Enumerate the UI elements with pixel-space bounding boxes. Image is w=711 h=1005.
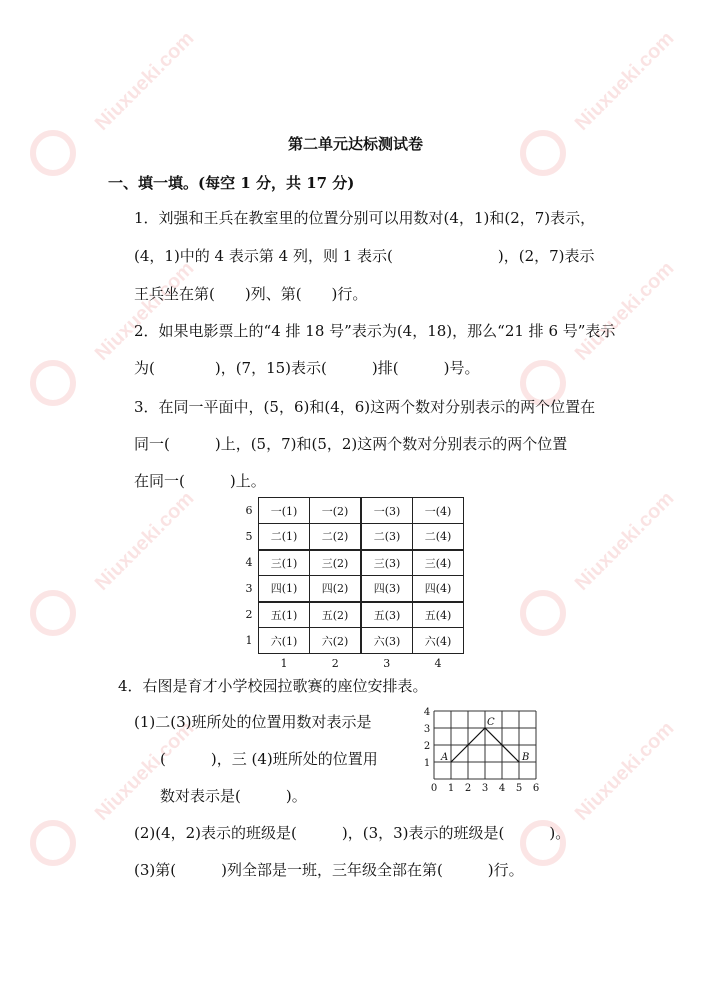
grid-point-label: C xyxy=(487,717,495,728)
question-4-part-1b: ( )，三 (4)班所处的位置用 xyxy=(160,750,378,768)
seat-cell: 一(3) xyxy=(361,498,413,524)
grid-x-label: 1 xyxy=(447,783,455,794)
question-3-line-1: 3．在同一平面中，(5，6)和(4，6)这两个数对分别表示的两个位置在 xyxy=(134,398,596,416)
grid-y-label: 3 xyxy=(423,724,431,735)
seat-cell: 六(1) xyxy=(259,628,310,654)
grid-y-label: 2 xyxy=(423,741,431,752)
seat-cell: 一(1) xyxy=(259,498,310,524)
grid-x-label: 6 xyxy=(532,783,540,794)
question-2-line-2: 为( )，(7，15)表示( )排( )号。 xyxy=(134,359,480,377)
grid-y-label: 4 xyxy=(423,707,431,718)
question-4-part-1a: (1)二(3)班所处的位置用数对表示是 xyxy=(134,713,372,731)
seat-cell: 二(4) xyxy=(413,524,464,550)
seat-cell: 四(3) xyxy=(361,576,413,602)
row-label: 1 xyxy=(245,634,253,647)
row-label: 6 xyxy=(245,504,253,517)
seat-cell: 三(3) xyxy=(361,550,413,576)
watermark-text: Niuxueki.com xyxy=(90,717,199,825)
seat-cell: 五(3) xyxy=(361,602,413,628)
seat-cell: 二(2) xyxy=(310,524,362,550)
watermark-text: Niuxueki.com xyxy=(570,717,679,825)
question-1-line-1: 1．刘强和王兵在教室里的位置分别可以用数对(4，1)和(2，7)表示， xyxy=(134,209,596,227)
watermark-text: Niuxueki.com xyxy=(90,257,199,365)
watermark-logo xyxy=(30,360,76,406)
seat-cell: 一(4) xyxy=(413,498,464,524)
seat-cell: 四(4) xyxy=(413,576,464,602)
grid-y-label: 1 xyxy=(423,758,431,769)
seat-cell: 五(4) xyxy=(413,602,464,628)
seat-cell: 四(1) xyxy=(259,576,310,602)
question-1-line-2: (4，1)中的 4 表示第 4 列，则 1 表示( )，(2，7)表示 xyxy=(134,247,595,265)
question-3-line-3: 在同一( )上。 xyxy=(134,472,266,490)
question-1-line-3: 王兵坐在第( )列、第( )行。 xyxy=(134,285,368,303)
column-label: 2 xyxy=(331,656,339,670)
seat-cell: 六(4) xyxy=(413,628,464,654)
watermark-logo xyxy=(520,590,566,636)
grid-point-label: B xyxy=(522,752,530,763)
watermark-text: Niuxueki.com xyxy=(90,27,199,135)
row-label: 5 xyxy=(245,530,253,543)
question-4-intro: 4．右图是育才小学校园拉歌赛的座位安排表。 xyxy=(118,677,428,695)
seat-cell: 五(1) xyxy=(259,602,310,628)
grid-x-label: 5 xyxy=(515,783,523,794)
question-4-part-2: (2)(4，2)表示的班级是( )，(3，3)表示的班级是( )。 xyxy=(134,824,571,842)
watermark-text: Niuxueki.com xyxy=(570,27,679,135)
grid-x-label: 2 xyxy=(464,783,472,794)
grid-x-label: 3 xyxy=(481,783,489,794)
watermark-text: Niuxueki.com xyxy=(90,487,199,595)
seat-cell: 六(3) xyxy=(361,628,413,654)
seat-cell: 二(1) xyxy=(259,524,310,550)
seat-cell: 六(2) xyxy=(310,628,362,654)
seat-cell: 三(4) xyxy=(413,550,464,576)
seat-cell: 五(2) xyxy=(310,602,362,628)
seat-cell: 二(3) xyxy=(361,524,413,550)
seat-cell: 四(2) xyxy=(310,576,362,602)
page-title: 第二单元达标测试卷 xyxy=(287,135,423,153)
seat-cell: 三(1) xyxy=(259,550,310,576)
row-label: 3 xyxy=(245,582,253,595)
column-label: 1 xyxy=(280,656,288,670)
column-label: 3 xyxy=(383,656,391,670)
watermark-text: Niuxueki.com xyxy=(570,257,679,365)
row-label: 4 xyxy=(245,556,253,569)
seat-cell: 三(2) xyxy=(310,550,362,576)
question-4-part-3: (3)第( )列全部是一班，三年级全部在第( )行。 xyxy=(134,861,524,879)
grid-point-label: A xyxy=(441,752,449,763)
column-label: 4 xyxy=(434,656,442,670)
watermark-logo xyxy=(30,820,76,866)
seat-arrangement-table xyxy=(240,497,464,672)
watermark-logo xyxy=(30,590,76,636)
question-2-line-1: 2．如果电影票上的“4 排 18 号”表示为(4，18)，那么“21 排 6 号”表示 xyxy=(134,322,616,340)
question-4-part-1c: 数对表示是( )。 xyxy=(160,787,307,805)
grid-x-label: 0 xyxy=(430,783,438,794)
seat-cell: 一(2) xyxy=(310,498,362,524)
row-label: 2 xyxy=(245,608,253,621)
coordinate-grid xyxy=(420,705,550,797)
section-heading: 一、填一填。(每空 1 分，共 17 分) xyxy=(108,174,355,192)
grid-x-label: 4 xyxy=(498,783,506,794)
question-3-line-2: 同一( )上，(5，7)和(5，2)这两个数对分别表示的两个位置 xyxy=(134,435,568,453)
watermark-text: Niuxueki.com xyxy=(570,487,679,595)
